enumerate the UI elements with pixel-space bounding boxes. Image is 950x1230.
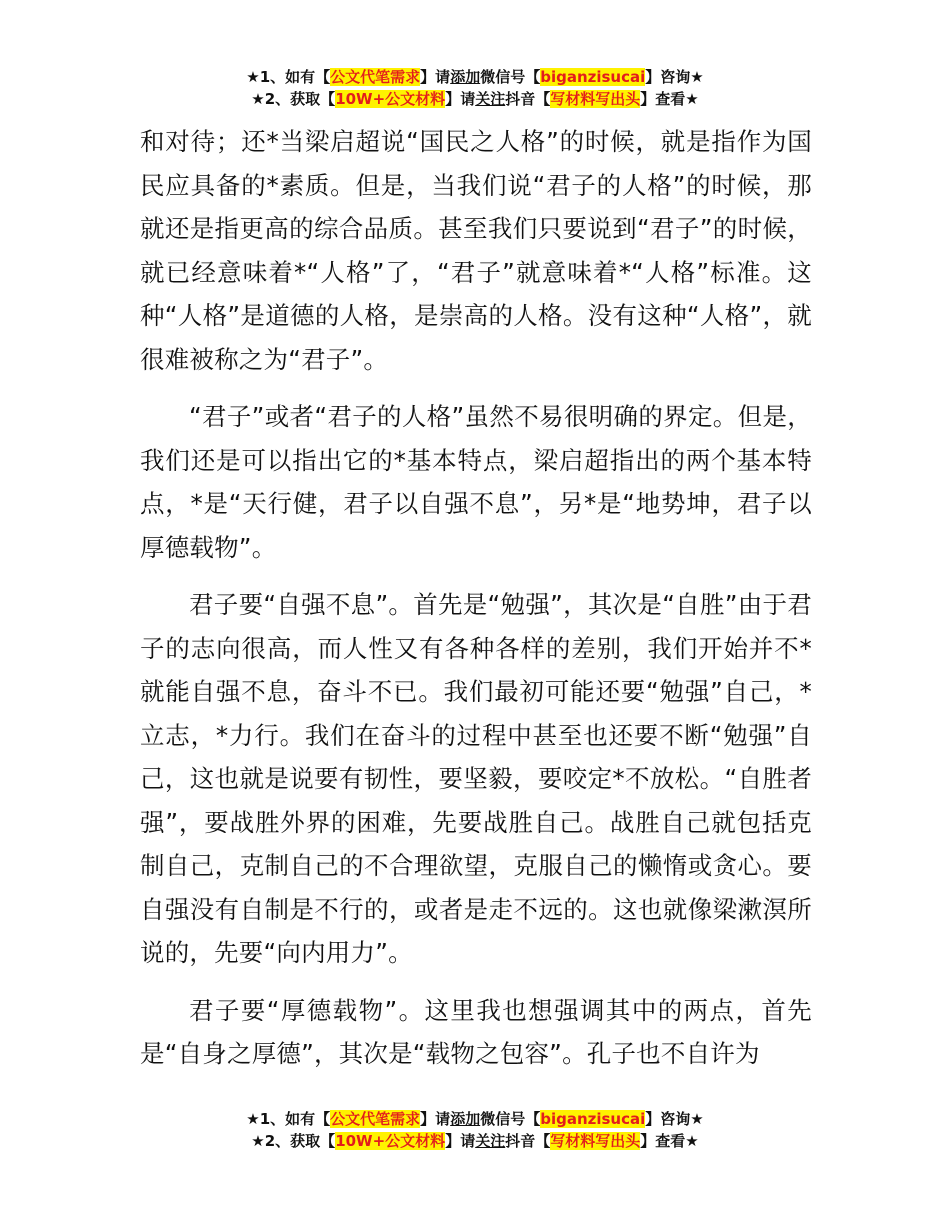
header-line-1-mid2: 微信号【	[480, 68, 541, 86]
footer-materials-highlight: 10W+公文材料	[335, 1132, 446, 1150]
footer-line-2-prefix: ★2、获取【	[251, 1132, 336, 1150]
footer-add-underline: 添加	[450, 1110, 481, 1128]
header-banner	[0, 66, 950, 110]
footer-douyin-id: 写材料写出头	[550, 1132, 641, 1150]
footer-line-2-mid2: 抖音【	[505, 1132, 551, 1150]
header-add-underline: 添加	[450, 68, 481, 86]
footer-wechat-id: biganzisucai	[540, 1110, 646, 1128]
document-body	[140, 120, 812, 1090]
footer-line-2-suffix: 】查看★	[640, 1132, 699, 1150]
header-line-2-mid2: 抖音【	[505, 90, 551, 108]
header-follow-underline: 关注	[475, 90, 506, 108]
paragraph-3: 君子要“自强不息”。首先是“勉强”，其次是“自胜”由于君子的志向很高，而人性又有各种各样的差别，我们开始并不*就能自强不息，奋斗不已。我们最初可能还要“勉强”自己，*立志，*力行。我们在奋斗的过程中甚至也还要不断“勉强”自己，这也就是说要有韧性，要坚毅，要咬定*不放松。“自胜者强”，要战胜外界的困难，先要战胜自己。战胜自己就包括克制自己，克制自己的不合理欲望，克服自己的懒惰或贪心。要自强没有自制是不行的，或者是走不远的。这也就像梁漱溟所说的，先要“向内用力”。	[140, 590, 812, 967]
footer-follow-underline: 关注	[475, 1132, 506, 1150]
footer-line-1-prefix: ★1、如有【	[246, 1110, 331, 1128]
header-line-2-mid: 】请	[445, 90, 476, 108]
header-line-1	[0, 66, 950, 88]
header-line-1-prefix: ★1、如有【	[246, 68, 331, 86]
header-service-highlight: 公文代笔需求	[330, 68, 421, 86]
header-materials-highlight: 10W+公文材料	[335, 90, 446, 108]
footer-banner	[0, 1108, 950, 1152]
footer-line-2	[0, 1130, 950, 1152]
footer-line-2-mid: 】请	[445, 1132, 476, 1150]
footer-line-1-mid: 】请	[420, 1110, 451, 1128]
footer-line-1-suffix: 】咨询★	[645, 1110, 704, 1128]
footer-line-1	[0, 1108, 950, 1130]
header-line-2	[0, 88, 950, 110]
footer-service-highlight: 公文代笔需求	[330, 1110, 421, 1128]
footer-line-1-mid2: 微信号【	[480, 1110, 541, 1128]
paragraph-4: 君子要“厚德载物”。这里我也想强调其中的两点，首先是“自身之厚德”，其次是“载物之包容”。孔子也不自许为	[140, 995, 812, 1068]
paragraph-1: 和对待；还*当梁启超说“国民之人格”的时候，就是指作为国民应具备的*素质。但是，当我们说“君子的人格”的时候，那就还是指更高的综合品质。甚至我们只要说到“君子”的时候，就已经意味着*“人格”了，“君子”就意味着*“人格”标准。这种“人格”是道德的人格，是崇高的人格。没有这种“人格”，就很难被称之为“君子”。	[140, 127, 812, 374]
header-douyin-id: 写材料写出头	[550, 90, 641, 108]
header-line-2-suffix: 】查看★	[640, 90, 699, 108]
header-wechat-id: biganzisucai	[540, 68, 646, 86]
header-line-1-suffix: 】咨询★	[645, 68, 704, 86]
header-line-1-mid: 】请	[420, 68, 451, 86]
paragraph-2: “君子”或者“君子的人格”虽然不易很明确的界定。但是，我们还是可以指出它的*基本特点，梁启超指出的两个基本特点，*是“天行健，君子以自强不息”，另*是“地势坤，君子以厚德载物”。	[140, 402, 812, 562]
header-line-2-prefix: ★2、获取【	[251, 90, 336, 108]
